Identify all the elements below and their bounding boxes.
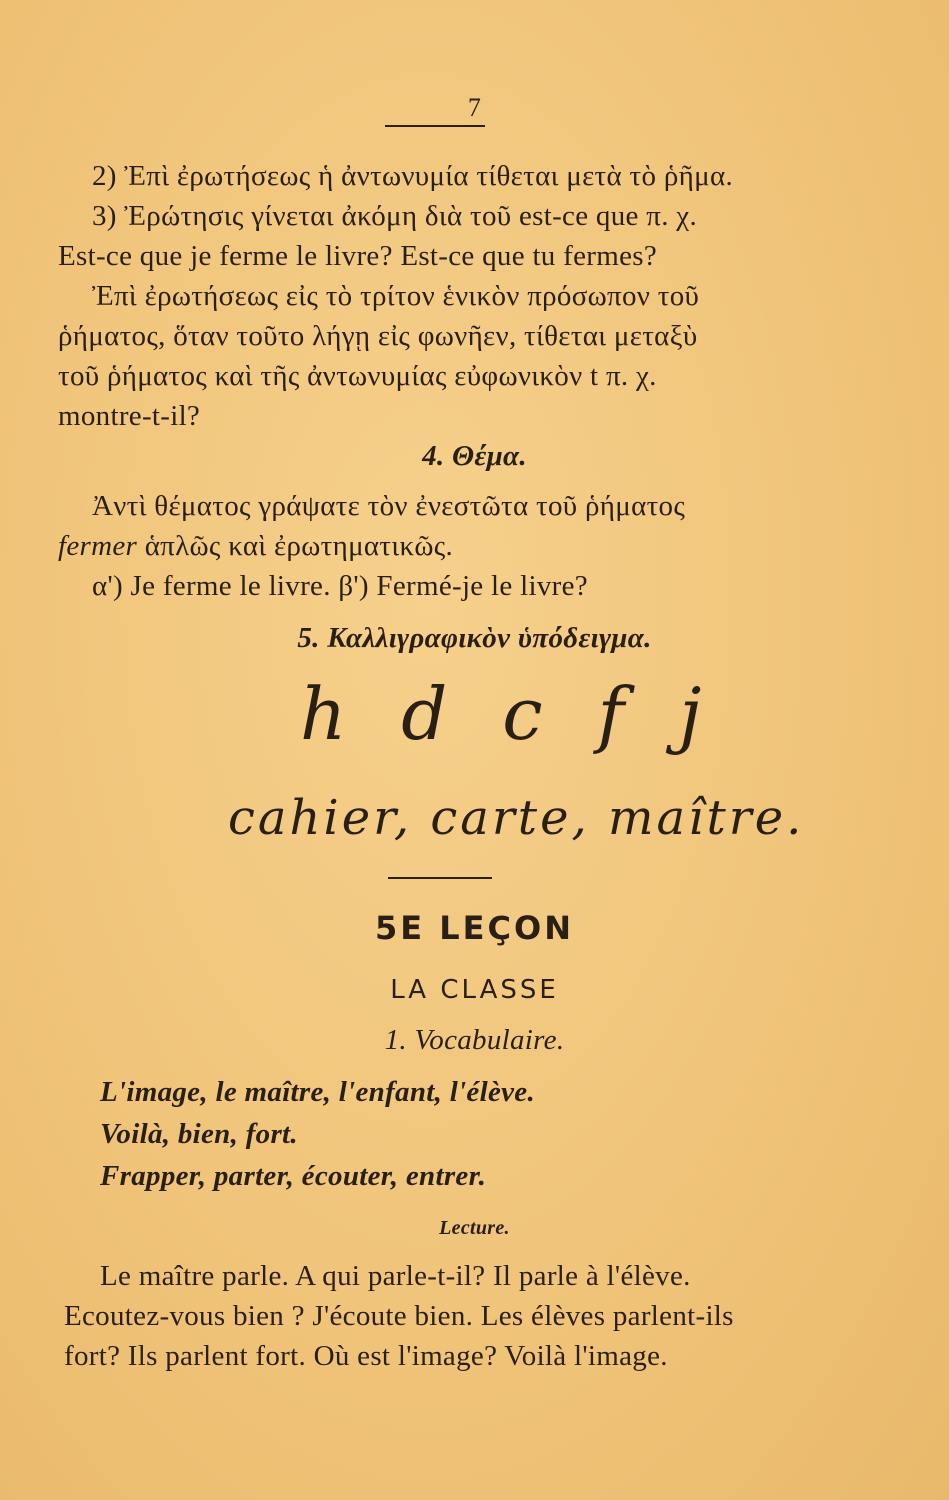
theme-line-3: α') Je ferme le livre. β') Fermé-je le livre? [92, 570, 588, 602]
calligraphy-letters: h d c f j [300, 672, 718, 756]
reading-heading: Lecture. [439, 1217, 510, 1239]
theme-line-1: Ἀντὶ θέματος γράψατε τὸν ἐνεστῶτα τοῦ ῥήματος [92, 490, 686, 522]
reading-line-1: Le maître parle. A qui parle-t-il? Il parle à l'élève. [100, 1260, 691, 1292]
grammar-line-1: 2) Ἐπὶ ἐρωτήσεως ἡ ἀντωνυμία τίθεται μετὰ τὸ ῥῆμα. [92, 160, 733, 192]
calligraphy-heading: 5. Καλλιγραφικὸν ὑπόδειγμα. [297, 622, 652, 654]
grammar-line-3: Est-ce que je ferme le livre? Est-ce que tu fermes? [58, 240, 658, 272]
vocabulary-line-2: Voilà, bien, fort. [100, 1118, 298, 1150]
lesson-subtitle: LA CLASSE [390, 975, 559, 1005]
page-number: 7 [467, 93, 482, 122]
grammar-line-2: 3) Ἐρώτησις γίνεται ἀκόμη διὰ τοῦ est-ce que π. χ. [92, 200, 698, 232]
verb-fermer: fermer [58, 530, 138, 562]
lesson-title: 5E LEÇON [375, 909, 574, 947]
vocabulary-line-3: Frapper, parter, écouter, entrer. [100, 1160, 487, 1192]
vocabulary-line-1: L'image, le maître, l'enfant, l'élève. [100, 1076, 536, 1108]
theme-line-2-rest: ἁπλῶς καὶ ἐρωτηματικῶς. [144, 530, 454, 562]
reading-line-2: Ecoutez-vous bien ? J'écoute bien. Les élèves parlent-ils [64, 1300, 734, 1332]
header-rule [385, 125, 485, 127]
grammar-line-5: ῥήματος, ὅταν τοῦτο λήγῃ εἰς φωνῆεν, τίθεται μεταξὺ [58, 320, 698, 352]
theme-heading: 4. Θέμα. [422, 440, 527, 472]
grammar-line-6: τοῦ ῥήματος καὶ τῆς ἀντωνυμίας εὐφωνικὸν t π. χ. [58, 360, 657, 392]
reading-line-3: fort? Ils parlent fort. Où est l'image? Voilà l'image. [64, 1340, 668, 1372]
calligraphy-words: cahier, carte, maître. [228, 790, 805, 846]
vocabulary-heading: 1. Vocabulaire. [384, 1024, 565, 1056]
lesson-rule [388, 877, 492, 879]
grammar-line-4: Ἐπὶ ἐρωτήσεως εἰς τὸ τρίτον ἑνικὸν πρόσωπον τοῦ [92, 280, 700, 312]
theme-line-2 [58, 526, 453, 566]
grammar-line-7: montre-t-il? [58, 400, 201, 432]
